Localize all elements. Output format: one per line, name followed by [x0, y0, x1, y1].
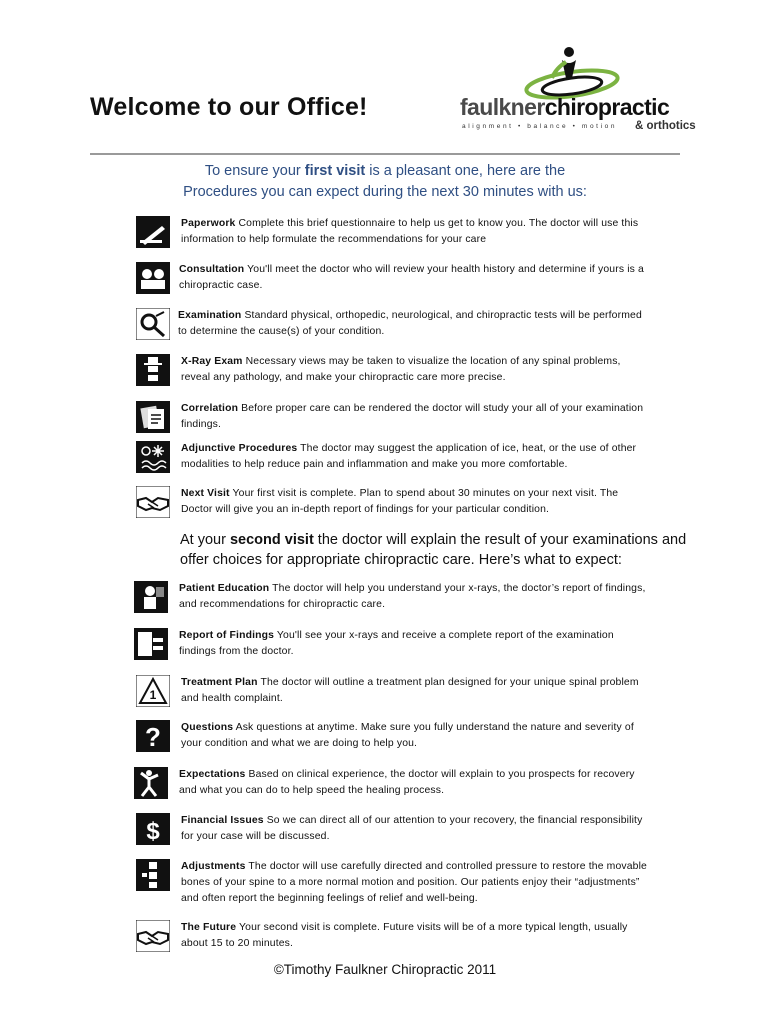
dollar-icon: [136, 813, 170, 845]
item-description: The doctor may suggest the application of ice, heat, or the use of other: [297, 443, 637, 454]
item-description: You'll see your x-rays and receive a complete report of the examination: [274, 630, 614, 641]
report-icon: [134, 628, 168, 660]
item-title: Financial Issues: [181, 815, 264, 826]
item-description: Standard physical, orthopedic, neurological, and chiropractic tests will be performed: [241, 310, 642, 321]
xray-icon: [136, 354, 170, 386]
item-line: [181, 441, 690, 457]
item-title: Adjustments: [181, 861, 246, 872]
item-line: [179, 628, 690, 644]
item-description-line: for your case will be discussed.: [181, 831, 330, 842]
item-text: [179, 628, 690, 660]
item-title: Consultation: [179, 264, 245, 275]
item-title: Paperwork: [181, 218, 236, 229]
item-text: [181, 354, 690, 386]
consultation-icon: [136, 262, 170, 294]
item-description-line: and recommendations for chiropractic care.: [179, 599, 386, 610]
item-description-line: Doctor will give you an in-depth report of findings for your particular condition.: [181, 504, 550, 515]
item-title: Correlation: [181, 403, 239, 414]
item-text: [181, 401, 690, 433]
item-title: Report of Findings: [179, 630, 275, 641]
item-description-line: modalities to help reduce pain and inflammation and make you more comfortable.: [181, 459, 568, 470]
question-icon: [136, 720, 170, 752]
svg-text:$: $: [146, 818, 160, 845]
intro-text: To ensure your first visit is a pleasant one, here are the Procedures you can expect during the next 30 minutes with us:: [183, 163, 587, 200]
page-title: Welcome to our Office!: [90, 93, 368, 121]
item-text: [181, 813, 690, 845]
copyright-footer: ©Timothy Faulkner Chiropractic 2011: [273, 962, 497, 977]
item-text: [181, 859, 690, 907]
item-text: [181, 216, 690, 248]
item-description: Complete this brief questionnaire to help us get to know you. The doctor will use this: [235, 218, 639, 229]
handshake-icon: [136, 486, 170, 518]
item-description: Ask questions at anytime. Make sure you fully understand the nature and severity of: [233, 722, 634, 733]
item-line: [181, 675, 690, 691]
item-description: The doctor will help you understand your x-rays, the doctor’s report of findings,: [269, 583, 646, 594]
item-description: You'll meet the doctor who will review your health history and determine if yours is a: [244, 264, 644, 275]
item-line: [181, 216, 690, 232]
item-description: The doctor will outline a treatment plan designed for your unique spinal problem: [257, 677, 639, 688]
item-description-line: bones of your spine to a more normal motion and position. Our patients enjoy their “adjustments”: [181, 877, 640, 888]
logo-subtitle: & orthotics: [635, 120, 696, 132]
spine-icon: [136, 859, 170, 891]
item-description: Based on clinical experience, the doctor will explain to you prospects for recovery: [245, 769, 635, 780]
item-line: [179, 581, 690, 597]
item-text: [179, 581, 690, 613]
item-line: [181, 486, 690, 502]
figure-icon: [134, 767, 168, 799]
logo-wordmark: faulknerchiropractic: [460, 94, 670, 120]
item-description-line: findings from the doctor.: [179, 646, 294, 657]
item-description-line: information to help formulate the recommendations for your care: [181, 234, 487, 245]
item-description-line: findings.: [181, 419, 222, 430]
item-line: [179, 767, 690, 783]
item-text: [179, 262, 690, 294]
item-text: [179, 767, 690, 799]
header-divider: [90, 153, 680, 155]
patient-education-icon: [134, 581, 168, 613]
item-title: The Future: [181, 922, 237, 933]
item-title: Expectations: [179, 769, 246, 780]
item-description: Before proper care can be rendered the doctor will study your all of your examination: [238, 403, 644, 414]
svg-text:?: ?: [145, 722, 161, 752]
handshake-icon: [136, 920, 170, 952]
item-text: [181, 675, 690, 707]
item-text: [181, 486, 690, 518]
documents-icon: [136, 401, 170, 433]
item-text: [181, 720, 690, 752]
item-line: [181, 813, 690, 829]
item-description-line: to determine the cause(s) of your condition.: [178, 326, 385, 337]
item-title: Questions: [181, 722, 234, 733]
treatment-plan-icon: [136, 675, 170, 707]
item-line: [181, 401, 690, 417]
item-description: So we can direct all of our attention to your recovery, the financial responsibility: [263, 815, 643, 826]
item-title: Examination: [178, 310, 242, 321]
item-description: Necessary views may be taken to visualize the location of any spinal problems,: [242, 356, 621, 367]
logo: [452, 44, 702, 136]
item-description-line: and what you can do to help speed the healing process.: [179, 785, 445, 796]
ice-heat-icon: [136, 441, 170, 473]
item-text: [181, 441, 690, 473]
item-description-line: about 15 to 20 minutes.: [181, 938, 294, 949]
item-text: [178, 308, 690, 340]
item-text: [181, 920, 690, 952]
item-line: [181, 859, 690, 875]
item-description-line: and health complaint.: [181, 693, 283, 704]
item-line: [178, 308, 690, 324]
svg-text:1: 1: [149, 688, 157, 702]
examination-icon: [136, 308, 170, 340]
item-description: Your second visit is complete. Future visits will be of a more typical length, usually: [236, 922, 628, 933]
second-visit-heading: At your second visit the doctor will explain the result of your examinations and offer choices for appropriate chiropractic care. Here’s what to expect:: [180, 532, 687, 568]
item-title: Adjunctive Procedures: [181, 443, 298, 454]
item-title: Next Visit: [181, 488, 230, 499]
item-description: Your first visit is complete. Plan to spend about 30 minutes on your next visit. The: [229, 488, 619, 499]
item-line: [181, 354, 690, 370]
item-title: Patient Education: [179, 583, 270, 594]
item-description-line: and often report the beginning feelings of relief and well-being.: [181, 893, 478, 904]
item-title: X-Ray Exam: [181, 356, 243, 367]
item-title: Treatment Plan: [181, 677, 258, 688]
item-description-line: chiropractic case.: [179, 280, 263, 291]
item-description: The doctor will use carefully directed and controlled pressure to restore the movable: [245, 861, 647, 872]
item-line: [179, 262, 690, 278]
item-line: [181, 720, 690, 736]
item-description-line: reveal any pathology, and make your chiropractic care more precise.: [181, 372, 506, 383]
logo-swirl-icon: [512, 44, 622, 100]
item-line: [181, 920, 690, 936]
item-description-line: your condition and what we are doing to help you.: [181, 738, 418, 749]
pen-paper-icon: [136, 216, 170, 248]
logo-tagline: alignment • balance • motion: [462, 123, 618, 130]
